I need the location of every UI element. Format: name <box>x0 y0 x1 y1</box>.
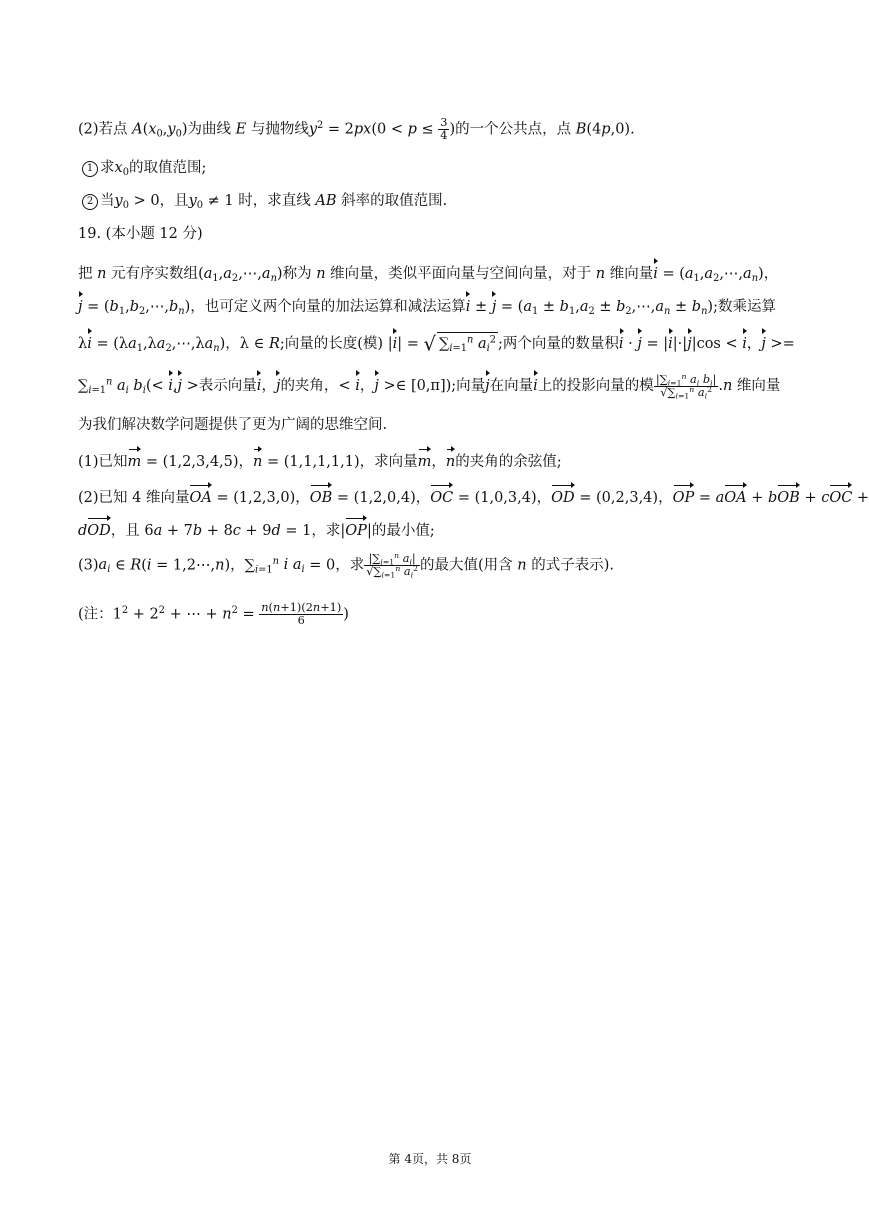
q19-paragraph-line-4: $\sum_{i=1}^n$ $a_i$ $b_i(< i,j$ >表示向量i，j的夹角，< i，j >∈ [0,π]);向量j在向量i上的投影向量的模 $\frac{|\sum_{i=1}^n a_i b_i|}{√\sum_{i=1}^n a_i^2}$ .n 维向量 <box>78 371 781 400</box>
q19-part1: (1)已知m = (1,2,3,4,5)，n = (1,1,1,1,1)，求向量m，n的夹角的余弦值; <box>78 448 562 473</box>
q19-header: 19. (本小题 12 分) <box>78 226 203 242</box>
circled-number: 1 <box>82 161 98 177</box>
q19-paragraph-line-3: $\lambda i = (\lambda a_1,\lambda a_2,\cdots,\lambda a_n)$，λ ∈ R;向量的长度(模) |i| = √ $\sum_{i=1}^n$ $a_i^2$ ;两个向量的数量积i · j = |i|·|j|cos < i，j >= <box>78 330 795 355</box>
q19-part2-line-2: dOD，且 6a + 7b + 8c + 9d = 1，求|OP|的最小值; <box>78 517 435 542</box>
q18-part2: (2)若点 $A(x_0,y_0)$为曲线 E 与抛物线$y^2 = 2px(0 < p$ ≤ $\frac{3}{4}$ )的一个公共点，点 B(4p,0). <box>78 116 635 142</box>
q19-part3: $(3)a_i$ ∈ R(i = 1,2⋯,n)，$\sum_{i=1}^n$ i $a_i = 0$，求 $\frac{|\sum_{i=1}^n a_i|}{√\sum_{i=1}^n a_i^2}$ 的最大值(用含 n 的式子表示). <box>78 550 614 580</box>
q19-part2-line-1: (2)已知 4 维向量OA = (1,2,3,0)，OB = (1,2,0,4)，OC = (1,0,3,4)，OD = (0,2,3,4)，OP = aOA + bOB + cOC + <box>78 484 869 509</box>
q19-paragraph-line-2: $j = (b_1,b_2,\cdots,b_n)$，也可定义两个向量的加法运算和减法运算$i \pm j = (a_1 \pm b_1,a_2$ ± $b_2,\cdots,a_n \pm b_n$);数乘运算 <box>78 293 776 318</box>
q18-subquestion-2: 2 当$y_0 > 0$，且$y_0 \ne 1$ 时，求直线 AB 斜率的取值范围. <box>82 190 447 212</box>
q19-paragraph-line-5: 为我们解决数学问题提供了更为广阔的思维空间. <box>78 417 388 433</box>
q18-subquestion-1: 1 求$x_0$的取值范围; <box>82 157 206 179</box>
q19-paragraph-line-1: 把 n 元有序实数组$(a_1,a_2,\cdots,a_n)$称为 n 维向量，类似平面向量与空间向量，对于 n 维向量$i = (a_1,a_2,\cdots,a_n)$， <box>78 260 778 285</box>
q19-note: (注：$1^2 + 2^2$ + ⋯ + $n^2$ = $\frac{n(n+1)(2n+1)}{6}$ ) <box>78 601 349 627</box>
page-footer: 第 4页，共 8页 <box>388 1152 472 1166</box>
circled-number: 2 <box>82 194 98 210</box>
